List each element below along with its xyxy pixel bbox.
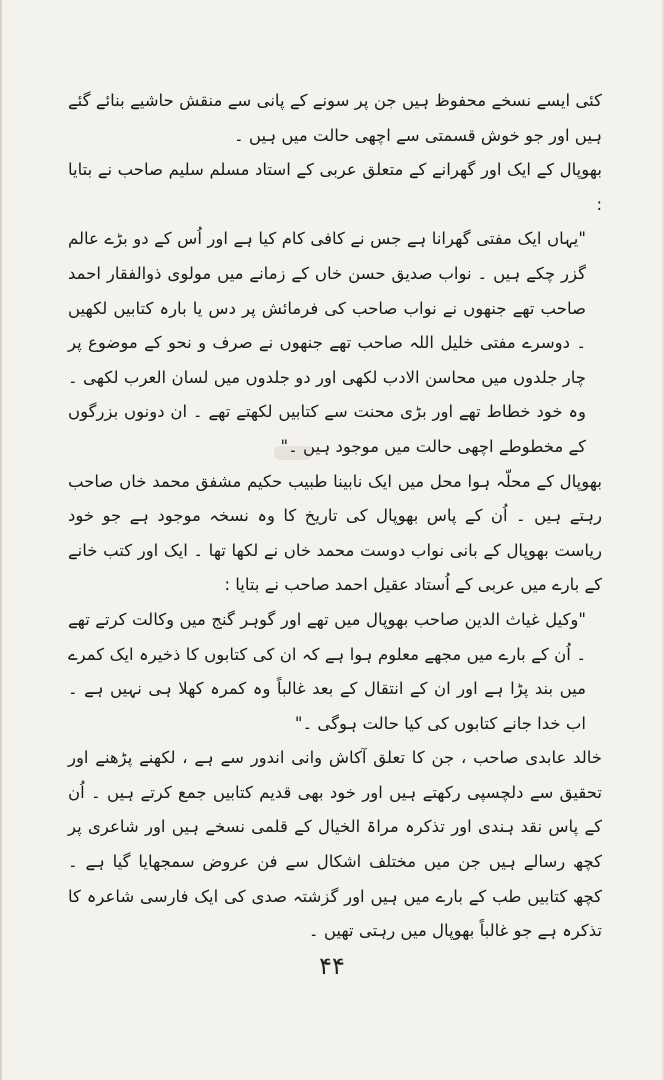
quote-mufti-family: "یہاں ایک مفتی گھرانا ہے جس نے کافی کام کیا ہے اور اُس کے دو بڑے عالم گزر چکے ہیں ۔ نواب صدیق حسن خاں کے زمانے میں مولوی ذوالفقار احمد صاحب تھے جنھوں نے نواب صاحب کی فرمائش پر دس یا بارہ کتابیں لکھیں ۔ دوسرے مفتی خلیل اللہ صاحب تھے جنھوں نے صرف و نحو کے موضوع پر چار جلدوں میں محاسن الادب لکھی اور دو جلدوں میں لسان العرب لکھی ۔ وہ خود خطاط تھے اور بڑی محنت سے کتابیں لکھتے تھے ۔ ان دونوں بزرگوں کے مخطوطے اچھی حالت میں موجود ہیں ۔" — [68, 229, 586, 456]
paragraph-manuscripts: کئی ایسے نسخے محفوظ ہیں جن پر سونے کے پانی سے منقش حاشیے بنائے گئے ہیں اور جو خوش قسمتی سے اچھی حالت میں ہیں ۔ — [68, 91, 602, 145]
quote-wakeel-ghiyasuddin: "وکیل غیاث الدین صاحب بھوپال میں تھے اور گوہر گنج میں وکالت کرتے تھے ۔ اُن کے بارے میں مجھے معلوم ہوا ہے کہ ان کی کتابوں کا ذخیرہ ایک کمرے میں بند پڑا ہے اور ان کے انتقال کے بعد غالباً وہ کمرہ کھلا ہی نہیں ہے ۔ اب خدا جانے کتابوں کی کیا حالت ہوگی ۔" — [68, 609, 586, 733]
page-number: ۴۴ — [319, 952, 345, 980]
paragraph-hakeem-mushfiq: بھوپال کے محلّہ ہوا محل میں ایک نابینا طبیب حکیم مشفق محمد خاں صاحب رہتے ہیں ۔ اُن کے پاس بھوپال کی تاریخ کا وہ نسخہ موجود ہے جو خود ریاست بھوپال کے بانی نواب دوست محمد خاں نے لکھا تھا ۔ ایک اور کتب خانے کے بارے میں عربی کے اُستاد عقیل احمد صاحب نے بتایا : — [68, 471, 602, 595]
page-text — [68, 84, 602, 949]
paragraph-khalid-abidi: خالد عابدی صاحب ، جن کا تعلق آکاش وانی اندور سے ہے ، لکھنے پڑھنے اور تحقیق سے دلچسپی رکھتے ہیں اور خود بھی قدیم کتابیں جمع کرتے ہیں ۔ اُن کے پاس نقد ہندی اور تذکرہ مراۃ الخیال کے قلمی نسخے ہیں اور شاعری پر کچھ رسالے ہیں جن میں مختلف اشکال سے فن عروض سمجھایا گیا ہے ۔ کچھ کتابیں طب کے بارے میں ہیں اور گزشتہ صدی کی ایک فارسی شاعرہ کا تذکرہ ہے جو غالباً بھوپال میں رہتی تھیں ۔ — [68, 748, 602, 941]
paragraph-muslim-saleem-intro: بھوپال کے ایک اور گھرانے کے متعلق عربی کے استاد مسلم سلیم صاحب نے بتایا : — [68, 160, 602, 214]
